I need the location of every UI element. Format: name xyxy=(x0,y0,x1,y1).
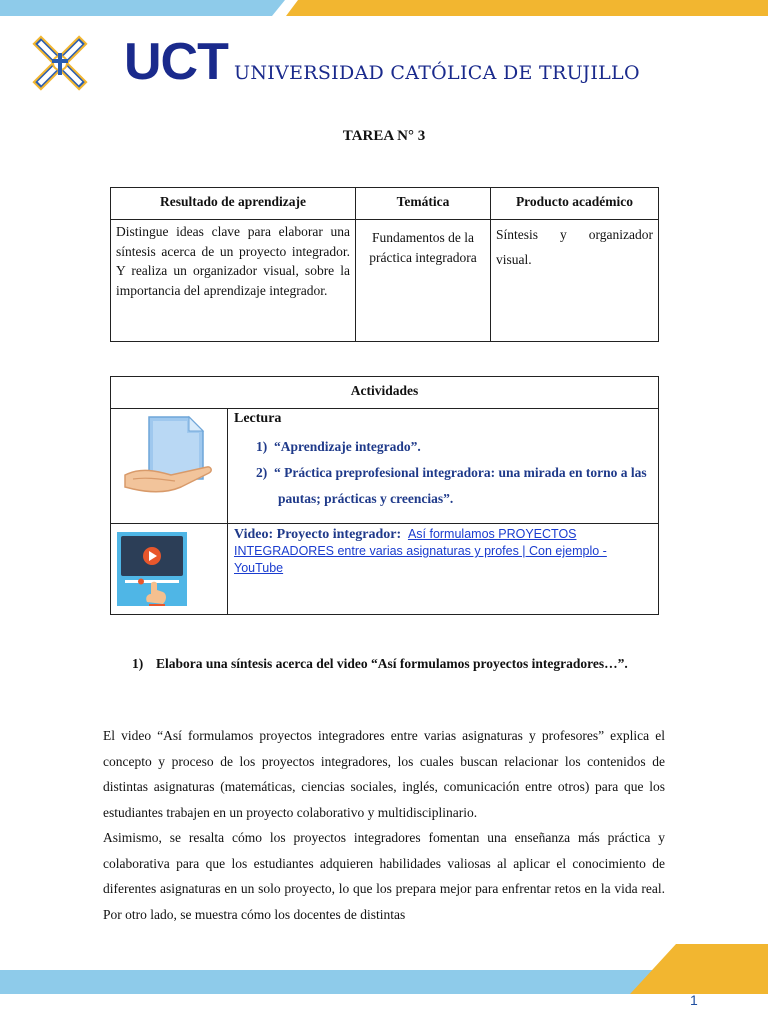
video-icon-cell xyxy=(111,524,228,615)
document-title: TAREA N° 3 xyxy=(342,128,426,144)
reading-title-2: “ Práctica preprofesional integradora: una mirada en torno a las pautas; prácticas y creencias”. xyxy=(274,465,647,506)
header-resultado: Resultado de aprendizaje xyxy=(111,188,356,220)
list-item xyxy=(234,434,652,460)
page-number: 1 xyxy=(690,992,698,1008)
lectura-title: Lectura xyxy=(234,411,282,426)
reading-title-1: “Aprendizaje integrado”. xyxy=(274,439,421,454)
logo-text: UCT xyxy=(124,33,228,91)
uct-emblem-icon xyxy=(24,28,96,98)
cell-resultado: Distingue ideas clave para elaborar una síntesis acerca de un proyecto integrador. Y realiza un organizador visual, sobre la importancia del aprendizaje integrador. xyxy=(111,220,356,342)
body-text xyxy=(103,723,665,927)
header-producto: Producto académico xyxy=(491,188,659,220)
learning-table xyxy=(110,187,659,342)
cell-tematica: Fundamentos de la práctica integradora xyxy=(356,220,491,342)
reading-list xyxy=(234,434,652,512)
task-instruction xyxy=(132,650,658,677)
item-number: 1) xyxy=(256,439,268,454)
university-name: UNIVERSIDAD CATÓLICA DE TRUJILLO xyxy=(234,62,640,84)
paragraph: Asimismo, se resalta cómo los proyectos integradores fomentan una enseñanza más práctica y colaborativa para que los estudiantes adquieren habilidades valiosas al aplicar el conocimiento de diferentes asignaturas en un solo proyecto, lo que los prepara mejor para enfrentar retos en la vida real. Por otro lado, se muestra cómo los docentes de distintas xyxy=(103,830,665,922)
video-player-icon xyxy=(111,524,227,610)
video-cell xyxy=(228,524,659,615)
paragraph: El video “Así formulamos proyectos integradores entre varias asignaturas y profesores” explica el concepto y proceso de los proyectos integradores, los cuales buscan relacionar los contenidos de distintas asignaturas (matemáticas, ciencias sociales, inglés, comunicación entre otros) para que los estudiantes trabajen en un proyecto colaborativo y multidisciplinario. xyxy=(103,728,665,820)
cell-producto: Síntesis y organizador visual. xyxy=(491,220,659,342)
video-label: Video: Proyecto integrador: xyxy=(234,527,402,542)
item-number: 2) xyxy=(256,465,268,480)
reading-icon-cell xyxy=(111,409,228,524)
header-tematica: Temática xyxy=(356,188,491,220)
top-band xyxy=(0,0,768,16)
list-item xyxy=(234,460,652,512)
lectura-cell xyxy=(228,409,659,524)
youtube-video-link[interactable]: Así formulamos PROYECTOS INTEGRADORES entre varias asignaturas y profes | Con ejemplo - YouTube xyxy=(234,527,607,575)
activities-table xyxy=(110,376,659,615)
document-hand-icon xyxy=(111,409,227,519)
bottom-band xyxy=(0,944,768,994)
activities-header: Actividades xyxy=(111,377,659,409)
task-text: Elabora una síntesis acerca del video “Así formulamos proyectos integradores…”. xyxy=(156,656,628,671)
header xyxy=(24,28,744,98)
task-number: 1) xyxy=(132,656,144,671)
